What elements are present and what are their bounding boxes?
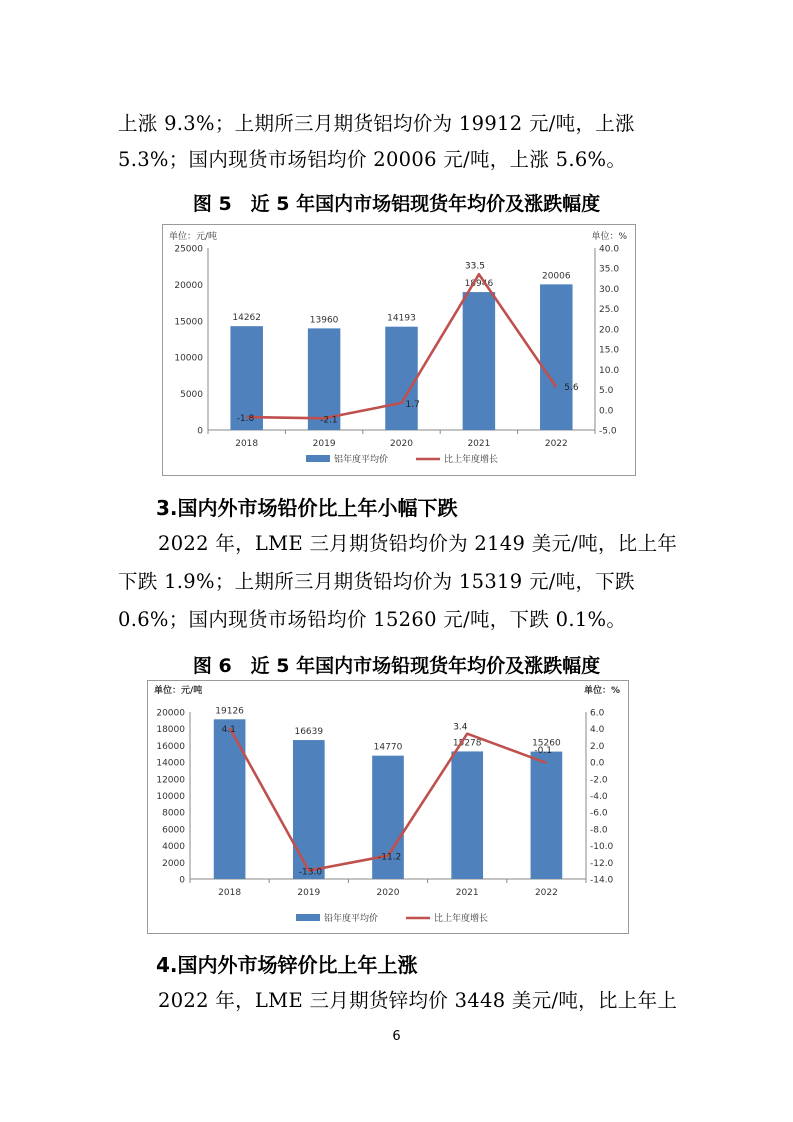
right-axis-unit: 单位：% — [591, 232, 627, 242]
left-tick-label: 20000 — [156, 708, 185, 719]
left-tick-label: 16000 — [156, 741, 185, 752]
right-tick-label: 40.0 — [599, 244, 620, 255]
right-tick-label: 0.0 — [590, 758, 605, 769]
right-tick-label: -2.0 — [590, 775, 608, 786]
paragraph-line: 0.6%；国内现货市场铅均价 15260 元/吨，下跌 0.1%。 — [118, 608, 627, 631]
right-tick-label: -10.0 — [590, 842, 614, 853]
left-axis-unit: 单位：元/吨 — [154, 686, 203, 696]
growth-value-label: -11.2 — [378, 852, 402, 863]
right-axis-unit: 单位：% — [583, 686, 620, 696]
x-tick-label: 2020 — [376, 888, 400, 898]
growth-value-label: -2.1 — [320, 415, 338, 426]
bar-value-label: 15260 — [532, 738, 561, 749]
bar — [451, 751, 483, 879]
page-number: 6 — [392, 1029, 401, 1044]
right-tick-label: 6.0 — [590, 708, 605, 719]
x-tick-label: 2019 — [297, 888, 321, 898]
section-3-heading: 3.国内外市场铅价比上年小幅下跌 — [156, 496, 458, 520]
bar — [531, 752, 563, 879]
left-tick-label: 6000 — [162, 825, 185, 836]
legend-bar-swatch — [296, 914, 320, 921]
legend-bar-swatch — [306, 455, 330, 462]
right-tick-label: 35.0 — [599, 264, 620, 275]
left-tick-label: 8000 — [162, 808, 185, 819]
growth-value-label: -13.0 — [298, 867, 323, 878]
left-tick-label: 0 — [179, 875, 185, 886]
left-axis-unit: 单位：元/吨 — [169, 232, 218, 242]
x-tick-label: 2018 — [235, 439, 259, 449]
x-tick-label: 2022 — [534, 888, 558, 898]
bar — [293, 740, 325, 879]
x-tick-label: 2020 — [390, 439, 413, 449]
legend-line-label: 比上年度增长 — [444, 455, 499, 465]
bar-value-label: 14193 — [387, 313, 416, 324]
section-4-heading: 4.国内外市场锌价比上年上涨 — [156, 953, 418, 977]
bar-value-label: 20006 — [541, 271, 571, 282]
figure-6-chart — [147, 680, 629, 934]
right-tick-label: 15.0 — [599, 345, 620, 356]
left-tick-label: 25000 — [174, 244, 203, 255]
left-tick-label: 18000 — [156, 725, 185, 736]
right-tick-label: 10.0 — [599, 365, 620, 376]
bar-value-label: 15278 — [452, 738, 482, 749]
right-tick-label: 5.0 — [599, 386, 614, 397]
growth-value-label: 3.4 — [453, 722, 468, 733]
bar-value-label: 19126 — [215, 706, 244, 717]
aluminum-chart-svg — [163, 225, 635, 475]
bar — [214, 719, 246, 879]
bar — [540, 284, 573, 430]
left-tick-label: 10000 — [156, 792, 185, 802]
legend-line-label: 比上年度增长 — [434, 914, 489, 924]
bar-value-label: 14262 — [232, 313, 262, 324]
figure-5-chart — [162, 224, 636, 476]
left-tick-label: 14000 — [156, 758, 185, 769]
left-tick-label: 0 — [197, 426, 203, 437]
right-tick-label: -5.0 — [599, 426, 617, 437]
left-tick-label: 4000 — [162, 842, 185, 853]
growth-value-label: -0.1 — [534, 745, 552, 756]
legend-bar-label: 铅年度平均价 — [324, 914, 379, 924]
growth-value-label: 1.7 — [405, 399, 420, 410]
x-tick-label: 2021 — [455, 888, 479, 898]
right-tick-label: 20.0 — [599, 325, 620, 336]
figure-5-title: 图 5 近 5 年国内市场铝现货年均价及涨跌幅度 — [192, 193, 601, 215]
bar-value-label: 16639 — [294, 727, 324, 738]
right-tick-label: 2.0 — [590, 741, 605, 752]
right-tick-label: 25.0 — [599, 305, 620, 316]
left-tick-label: 20000 — [174, 280, 203, 291]
legend-bar-label: 铝年度平均价 — [334, 455, 389, 465]
bar — [385, 327, 418, 430]
right-tick-label: 4.0 — [590, 725, 605, 736]
paragraph-line: 下跌 1.9%；上期所三月期货铅均价为 15319 元/吨，下跌 — [118, 570, 635, 593]
bar-value-label: 13960 — [309, 315, 339, 326]
x-tick-label: 2019 — [312, 439, 336, 449]
bar — [463, 292, 496, 430]
paragraph-line: 5.3%；国内现货市场铝均价 20006 元/吨，上涨 5.6%。 — [118, 148, 627, 171]
x-tick-label: 2021 — [467, 439, 491, 449]
paragraph-line: 上涨 9.3%；上期所三月期货铝均价为 19912 元/吨，上涨 — [118, 112, 635, 135]
right-tick-label: -14.0 — [590, 875, 614, 886]
paragraph-line: 2022 年，LME 三月期货铅均价为 2149 美元/吨，比上年 — [158, 532, 678, 555]
right-tick-label: -4.0 — [590, 792, 608, 802]
x-tick-label: 2018 — [218, 888, 242, 898]
x-tick-label: 2022 — [544, 439, 568, 449]
right-tick-label: -8.0 — [590, 825, 608, 836]
bar-value-label: 18946 — [464, 279, 494, 290]
growth-value-label: -1.8 — [236, 414, 255, 425]
growth-value-label: 5.6 — [564, 383, 579, 394]
left-tick-label: 2000 — [162, 858, 185, 869]
left-tick-label: 12000 — [156, 775, 185, 786]
bar-value-label: 14770 — [373, 742, 403, 753]
figure-6-title: 图 6 近 5 年国内市场铅现货年均价及涨跌幅度 — [192, 655, 601, 677]
left-tick-label: 10000 — [174, 353, 203, 364]
right-tick-label: -12.0 — [590, 858, 614, 869]
growth-value-label: 4.1 — [221, 724, 236, 735]
right-tick-label: 0.0 — [599, 406, 614, 417]
growth-value-label: 33.5 — [464, 261, 485, 272]
right-tick-label: 30.0 — [599, 284, 620, 295]
paragraph-line: 2022 年，LME 三月期货锌均价 3448 美元/吨，比上年上 — [158, 989, 678, 1012]
lead-chart-svg — [148, 681, 628, 933]
left-tick-label: 5000 — [180, 390, 203, 401]
right-tick-label: -6.0 — [590, 808, 608, 819]
left-tick-label: 15000 — [174, 317, 203, 328]
